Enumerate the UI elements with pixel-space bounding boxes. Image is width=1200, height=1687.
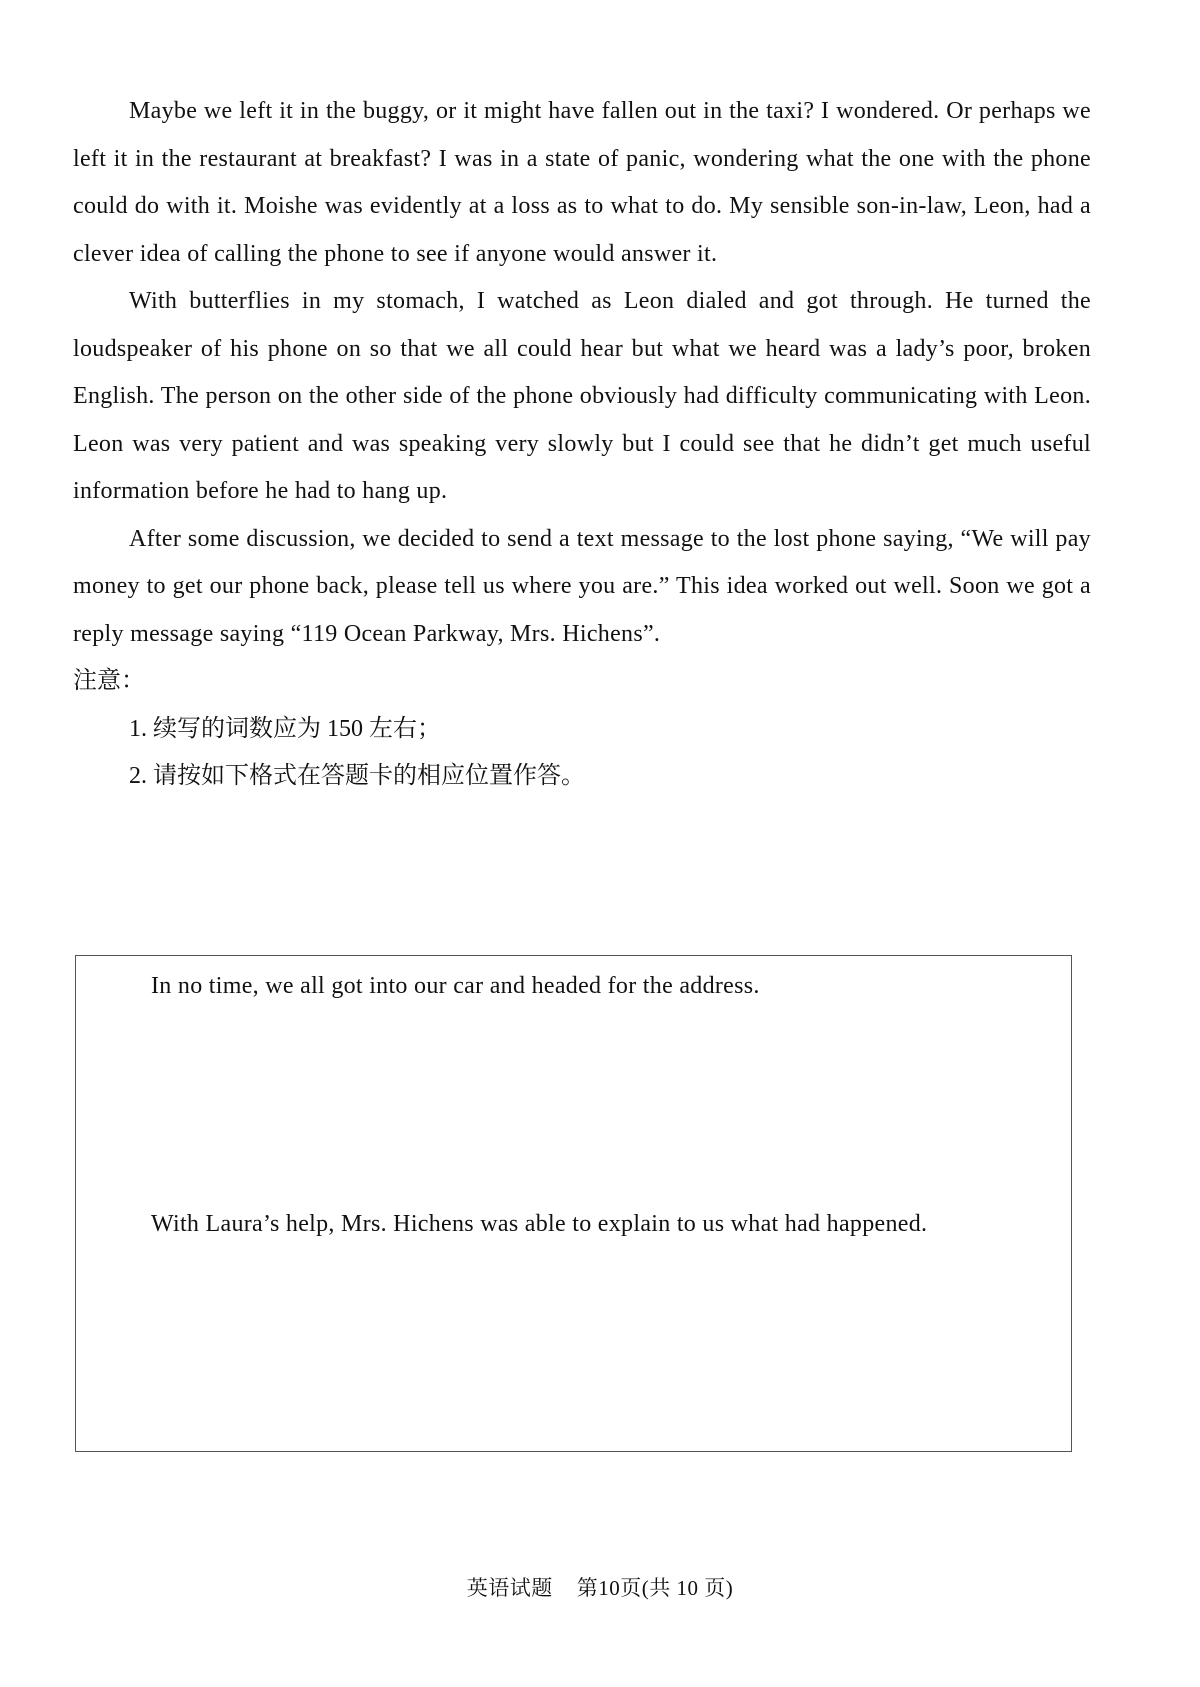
- answer-paragraph-1-start: In no time, we all got into our car and headed for the address.: [151, 973, 760, 999]
- footer-subject: 英语试题: [466, 1576, 553, 1600]
- answer-box: [75, 955, 1072, 1452]
- passage: [73, 88, 1091, 801]
- notice-item: 2. 请按如下格式在答题卡的相应位置作答。: [129, 763, 585, 789]
- notice-item: 1. 续写的词数应为 150 左右；: [129, 715, 441, 742]
- notice-heading: 注意：: [73, 668, 145, 694]
- footer-page-number: 第10页(共 10 页): [576, 1576, 734, 1600]
- passage-paragraph: After some discussion, we decided to send a text message to the lost phone saying, “We will pay money to get our phone back, please tell us where you are.” This idea worked out well. Soon we got a reply message saying “119 Ocean Parkway, Mrs. Hichens”.: [73, 525, 1091, 647]
- answer-paragraph-2-start: With Laura’s help, Mrs. Hichens was able to explain to us what had happened.: [151, 1211, 928, 1237]
- passage-paragraph: Maybe we left it in the buggy, or it might have fallen out in the taxi? I wondered. Or perhaps we left it in the restaurant at breakfast? I was in a state of panic, wondering what the one with the phone could do with it. Moishe was evidently at a loss as to what to do. My sensible son-in-law, Leon, had a clever idea of calling the phone to see if anyone would answer it.: [73, 98, 1091, 267]
- passage-paragraph: With butterflies in my stomach, I watched as Leon dialed and got through. He turned the loudspeaker of his phone on so that we all could hear but what we heard was a lady’s poor, broken English. The person on the other side of the phone obviously had difficulty communicating with Leon. Leon was very patient and was speaking very slowly but I could see that he didn’t get much useful information before he had to hang up.: [73, 288, 1091, 504]
- notice-section: [73, 658, 1091, 801]
- page-footer: [0, 1572, 1200, 1602]
